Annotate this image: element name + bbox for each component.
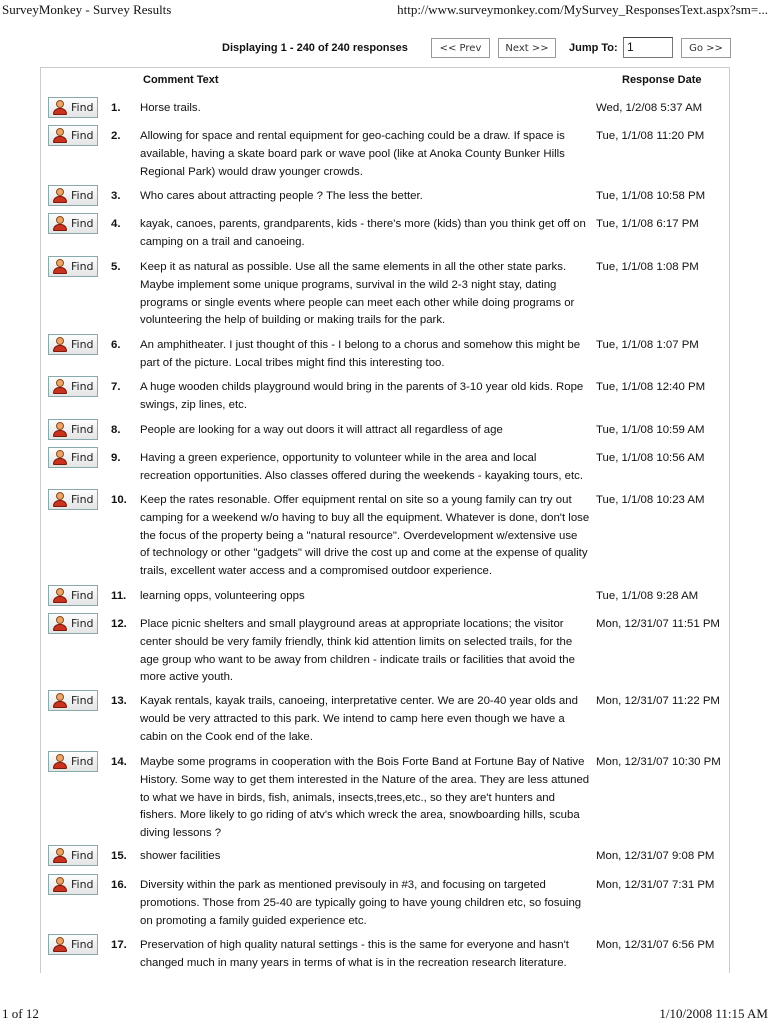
- comment-text: A huge wooden childs playground would bring in the parents of 3-10 year old kids. Rope swings, zip lines, etc.: [140, 381, 584, 411]
- find-label: Find: [71, 259, 94, 273]
- find-label: Find: [71, 337, 94, 351]
- find-label: Find: [71, 100, 94, 114]
- go-button[interactable]: Go >>: [681, 38, 731, 58]
- person-icon: [52, 259, 67, 274]
- response-date: Mon, 12/31/07 9:08 PM: [596, 850, 715, 862]
- find-label: Find: [71, 422, 94, 436]
- jump-to-input[interactable]: 1: [623, 37, 673, 58]
- next-button[interactable]: Next >>: [498, 38, 556, 58]
- response-date: Tue, 1/1/08 10:56 AM: [596, 452, 705, 464]
- find-button[interactable]: [48, 213, 98, 234]
- find-label: Find: [71, 848, 94, 862]
- response-date: Tue, 1/1/08 11:20 PM: [596, 130, 705, 142]
- response-number: 12.: [111, 618, 127, 630]
- comment-text: Place picnic shelters and small playground areas at appropriate locations; the visitor center should be very family friendly, think kid attention limits on selected trails, for the age group who want to be away from children - indicate trails or facilities that avoid the more active youth.: [140, 618, 575, 684]
- find-button[interactable]: [48, 334, 98, 355]
- find-button[interactable]: [48, 613, 98, 634]
- find-button[interactable]: [48, 256, 98, 277]
- response-number: 9.: [111, 452, 121, 464]
- find-button[interactable]: [48, 97, 98, 118]
- comment-text: Horse trails.: [140, 102, 201, 114]
- displaying-count: Displaying 1 - 240 of 240 responses: [222, 42, 408, 54]
- find-label: Find: [71, 128, 94, 142]
- find-button[interactable]: [48, 845, 98, 866]
- response-date: Mon, 12/31/07 10:30 PM: [596, 756, 721, 768]
- find-label: Find: [71, 693, 94, 707]
- find-label: Find: [71, 188, 94, 202]
- column-header-date: Response Date: [622, 74, 702, 86]
- person-icon: [52, 754, 67, 769]
- response-number: 14.: [111, 756, 127, 768]
- person-icon: [52, 492, 67, 507]
- find-label: Find: [71, 216, 94, 230]
- person-icon: [52, 848, 67, 863]
- find-button[interactable]: [48, 874, 98, 895]
- comment-text: People are looking for a way out doors it will attract all regardless of age: [140, 424, 503, 436]
- comment-text: Keep it as natural as possible. Use all the same elements in all the other state parks. Maybe implement some unique programs, survival in the wild 2-3 night stay, dating programs or single events where people can meet each other while doing programs or volunteering the help of building or making trails for the park.: [140, 261, 575, 327]
- find-button[interactable]: [48, 376, 98, 397]
- response-date: Tue, 1/1/08 1:07 PM: [596, 339, 699, 351]
- find-label: Find: [71, 450, 94, 464]
- response-number: 11.: [111, 590, 127, 602]
- response-number: 3.: [111, 190, 121, 202]
- person-icon: [52, 877, 67, 892]
- find-label: Find: [71, 588, 94, 602]
- comment-text: Having a green experience, opportunity to volunteer while in the area and local recreation opportunities. Also classes offered during the weekends - kayaking tours, etc.: [140, 452, 584, 482]
- find-button[interactable]: [48, 185, 98, 206]
- person-icon: [52, 188, 67, 203]
- print-footer: [2, 1006, 768, 1022]
- person-icon: [52, 450, 67, 465]
- response-number: 15.: [111, 850, 127, 862]
- response-number: 10.: [111, 494, 127, 506]
- comment-text: Preservation of high quality natural settings - this is the same for everyone and hasn't changed much in many years in terms of what is in the recreation research literature.: [140, 939, 569, 969]
- response-number: 4.: [111, 218, 121, 230]
- print-header-url: http://www.surveymonkey.com/MySurvey_ResponsesText.aspx?sm=...: [397, 2, 768, 17]
- response-date: Mon, 12/31/07 11:51 PM: [596, 618, 720, 630]
- find-button[interactable]: [48, 585, 98, 606]
- comment-text: Maybe some programs in cooperation with the Bois Forte Band at Fortune Bay of Native History. Some way to get them interested in the Nature of the area. They are less attuned to what we have in birds, fish, animals, insects,trees,etc., so they are't hunters and fishers. More likely to go riding of atv's which wreck the area, snowboarding hills, scuba diving lessons ?: [140, 756, 590, 840]
- find-label: Find: [71, 492, 94, 506]
- person-icon: [52, 337, 67, 352]
- response-date: Mon, 12/31/07 11:22 PM: [596, 695, 720, 707]
- find-button[interactable]: [48, 751, 98, 772]
- comment-text: learning opps, volunteering opps: [140, 590, 305, 602]
- person-icon: [52, 216, 67, 231]
- response-number: 1.: [111, 102, 121, 114]
- find-label: Find: [71, 616, 94, 630]
- response-date: Tue, 1/1/08 1:08 PM: [596, 261, 699, 273]
- find-label: Find: [71, 754, 94, 768]
- find-button[interactable]: [48, 489, 98, 510]
- comment-text: Allowing for space and rental equipment for geo-caching could be a draw. If space is available, having a skate board park or wave pool (like at Anoka County Bunker Hills Regional Park) would draw younger crowds.: [140, 130, 565, 178]
- page-number: 1 of 12: [2, 1006, 39, 1021]
- column-header-comment: Comment Text: [143, 74, 219, 86]
- person-icon: [52, 379, 67, 394]
- response-date: Tue, 1/1/08 10:58 PM: [596, 190, 706, 202]
- find-button[interactable]: [48, 934, 98, 955]
- response-number: 16.: [111, 879, 127, 891]
- response-number: 2.: [111, 130, 121, 142]
- response-number: 13.: [111, 695, 127, 707]
- pagination-bar: [0, 37, 770, 61]
- comment-text: Diversity within the park as mentioned previsouly in #3, and focusing on targeted promotions. Those from 25-40 are typically going to have young children etc, so fosuing on promoting a family guided experience etc.: [140, 879, 582, 927]
- find-button[interactable]: [48, 447, 98, 468]
- comment-text: kayak, canoes, parents, grandparents, kids - there's more (kids) than you think get off on camping on a trail and canoeing.: [140, 218, 586, 248]
- person-icon: [52, 128, 67, 143]
- find-label: Find: [71, 937, 94, 951]
- comment-text: Who cares about attracting people ? The less the better.: [140, 190, 423, 202]
- response-number: 17.: [111, 939, 127, 951]
- person-icon: [52, 100, 67, 115]
- comment-text: Kayak rentals, kayak trails, canoeing, interpretative center. We are 20-40 year olds and would be very attracted to this park. We intend to camp here even though we have a cabin on the Cook end of the lake.: [140, 695, 578, 743]
- response-number: 8.: [111, 424, 121, 436]
- response-date: Tue, 1/1/08 6:17 PM: [596, 218, 699, 230]
- response-date: Mon, 12/31/07 7:31 PM: [596, 879, 715, 891]
- find-label: Find: [71, 379, 94, 393]
- comment-text: Keep the rates resonable. Offer equipment rental on site so a young family can try out camping for a weekend w/o having to buy all the equipment. Whatever is done, don't lose the focus of the property being a "natural resource". Overdevelopment w/extensive use of technology or other "gadgets" will drive the cost up and come at the expense of quality trails, excellent water access and a compromised outdoor experience.: [140, 494, 590, 578]
- print-timestamp: 1/10/2008 11:15 AM: [659, 1006, 768, 1021]
- person-icon: [52, 588, 67, 603]
- response-number: 5.: [111, 261, 121, 273]
- jump-to-label: Jump To:: [569, 42, 618, 54]
- person-icon: [52, 693, 67, 708]
- response-number: 6.: [111, 339, 121, 351]
- response-number: 7.: [111, 381, 121, 393]
- person-icon: [52, 422, 67, 437]
- response-date: Tue, 1/1/08 10:59 AM: [596, 424, 705, 436]
- prev-button[interactable]: << Prev: [431, 38, 490, 58]
- print-header: [2, 2, 768, 18]
- find-button[interactable]: [48, 419, 98, 440]
- person-icon: [52, 937, 67, 952]
- find-button[interactable]: [48, 690, 98, 711]
- comment-text: shower facilities: [140, 850, 221, 862]
- find-button[interactable]: [48, 125, 98, 146]
- person-icon: [52, 616, 67, 631]
- response-date: Tue, 1/1/08 12:40 PM: [596, 381, 706, 393]
- response-date: Tue, 1/1/08 10:23 AM: [596, 494, 705, 506]
- response-date: Tue, 1/1/08 9:28 AM: [596, 590, 699, 602]
- response-date: Mon, 12/31/07 6:56 PM: [596, 939, 715, 951]
- response-date: Wed, 1/2/08 5:37 AM: [596, 102, 703, 114]
- find-label: Find: [71, 877, 94, 891]
- comment-text: An amphitheater. I just thought of this - I belong to a chorus and somehow this might be part of the picture. Local tribes might find this interesting too.: [140, 339, 581, 369]
- print-header-title: SurveyMonkey - Survey Results: [2, 2, 172, 17]
